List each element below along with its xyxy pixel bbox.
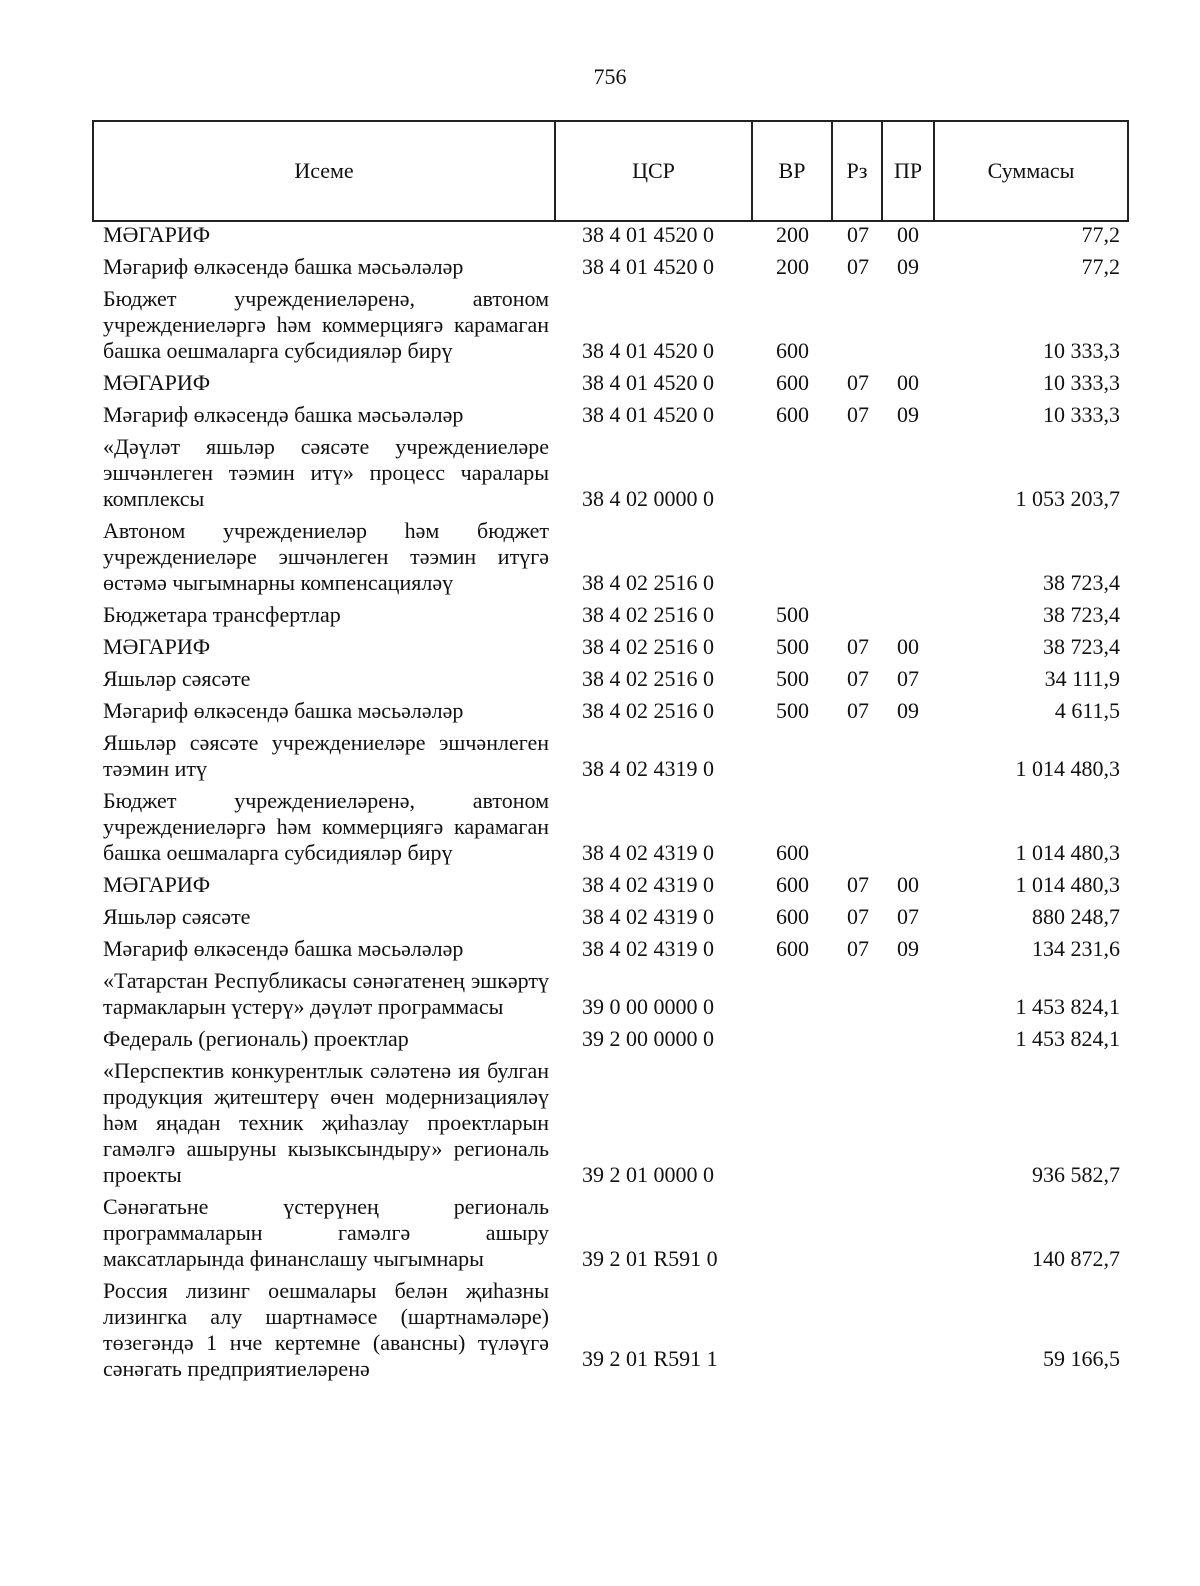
row-sum: 1 014 480,3 [1015,840,1120,865]
row-csr: 38 4 02 2516 0 [582,634,714,659]
row-name: «Дәүләт яшьләр сәясәте учреждениеләре эшчәнлеген тәэмин итү» процесс чаралары комплексы [103,434,549,511]
row-sum: 1 014 480,3 [1015,872,1120,897]
row-rz: 07 [847,666,869,691]
row-name: Яшьләр сәясәте [103,666,251,691]
table-row [0,934,1200,966]
row-sum: 140 872,7 [1032,1246,1120,1271]
row-sum: 77,2 [1081,222,1120,247]
row-name: Бюджетара трансфертлар [103,602,341,627]
table-body [0,220,1200,1386]
row-csr: 38 4 02 0000 0 [582,486,714,511]
column-header-pr: ПР [882,121,934,221]
row-name: Мәгариф өлкәсендә башка мәсьәләләр [103,402,464,427]
row-csr: 39 0 00 0000 0 [582,994,714,1019]
row-csr: 38 4 02 4319 0 [582,840,714,865]
row-pr: 09 [897,936,919,961]
row-sum: 1 453 824,1 [1015,994,1120,1019]
row-sum: 38 723,4 [1043,602,1120,627]
column-header-name: Исеме [93,121,555,221]
row-csr: 39 2 01 0000 0 [582,1162,714,1187]
row-pr: 00 [897,370,919,395]
row-name: Мәгариф өлкәсендә башка мәсьәләләр [103,254,464,279]
row-sum: 59 166,5 [1043,1346,1120,1371]
table-row [0,902,1200,934]
row-name: Федераль (региональ) проектлар [103,1026,409,1051]
row-csr: 38 4 01 4520 0 [582,222,714,247]
row-pr: 00 [897,634,919,659]
row-rz: 07 [847,222,869,247]
row-sum: 10 333,3 [1043,402,1120,427]
row-vr: 500 [776,666,809,691]
row-sum: 1 014 480,3 [1015,756,1120,781]
row-sum: 1 453 824,1 [1015,1026,1120,1051]
row-sum: 38 723,4 [1043,570,1120,595]
row-csr: 38 4 01 4520 0 [582,370,714,395]
row-name: Автоном учреждениеләр һәм бюджет учреждениеләре эшчәнлеген тәэмин итүгә өстәмә чыгымнарны компенсацияләү [103,518,549,595]
row-pr: 00 [897,872,919,897]
row-csr: 38 4 01 4520 0 [582,338,714,363]
table-row [0,252,1200,284]
row-pr: 09 [897,698,919,723]
row-csr: 38 4 02 4319 0 [582,904,714,929]
table-row [0,432,1200,516]
row-name: Россия лизинг оешмалары белән җиһазны лизингка алу шартнамәсе (шартнамәләре) төзегәндә 1 нче кертемне (авансны) түләүгә сәнәгать предприятиеләренә [103,1278,549,1381]
row-csr: 38 4 02 4319 0 [582,872,714,897]
row-pr: 07 [897,666,919,691]
row-name: Мәгариф өлкәсендә башка мәсьәләләр [103,936,464,961]
column-header-vr: ВР [752,121,832,221]
row-csr: 39 2 01 R591 1 [582,1346,718,1371]
row-sum: 880 248,7 [1032,904,1120,929]
row-name: Яшьләр сәясәте [103,904,251,929]
row-sum: 10 333,3 [1043,370,1120,395]
row-rz: 07 [847,254,869,279]
table-row [0,1192,1200,1276]
row-pr: 09 [897,254,919,279]
row-name: Яшьләр сәясәте учреждениеләре эшчәнлеген тәэмин итү [103,730,549,781]
row-name: МӘГАРИФ [103,370,211,395]
row-csr: 38 4 02 2516 0 [582,602,714,627]
row-sum: 10 333,3 [1043,338,1120,363]
row-vr: 600 [776,338,809,363]
row-name: МӘГАРИФ [103,872,211,897]
row-name: Сәнәгатьне үстерүнең региональ программаларын гамәлгә ашыру максатларында финанслашу чыгымнары [103,1194,549,1271]
row-rz: 07 [847,904,869,929]
table-row [0,284,1200,368]
row-vr: 600 [776,402,809,427]
row-vr: 600 [776,840,809,865]
row-sum: 4 611,5 [1054,698,1120,723]
table-row [0,400,1200,432]
column-header-csr: ЦСР [555,121,752,221]
table-header [92,120,1129,222]
row-csr: 38 4 02 2516 0 [582,698,714,723]
row-vr: 500 [776,634,809,659]
table-row [0,728,1200,786]
table-row [0,1024,1200,1056]
row-csr: 39 2 00 0000 0 [582,1026,714,1051]
row-rz: 07 [847,872,869,897]
row-name: МӘГАРИФ [103,222,211,247]
row-vr: 600 [776,872,809,897]
row-sum: 134 231,6 [1032,936,1120,961]
table-row [0,696,1200,728]
table-row [0,966,1200,1024]
row-vr: 200 [776,254,809,279]
row-csr: 38 4 02 2516 0 [582,570,714,595]
table-row [0,664,1200,696]
column-header-sum: Суммасы [934,121,1128,221]
table-row [0,870,1200,902]
row-vr: 600 [776,904,809,929]
row-name: «Татарстан Республикасы сәнәгатенең эшкәртү тармакларын үстерү» дәүләт программасы [103,968,549,1019]
page-number: 756 [593,64,627,89]
row-name: МӘГАРИФ [103,634,211,659]
row-rz: 07 [847,370,869,395]
row-name: «Перспектив конкурентлык сәләтенә ия булган продукция җитештерү өчен модернизацияләү һәм яңадан техник җиһазлау проектларын гамәлгә ашыруны кызыксындыру» региональ проекты [103,1058,549,1187]
table-row [0,220,1200,252]
row-csr: 38 4 01 4520 0 [582,254,714,279]
row-name: Бюджет учреждениеләренә, автоном учреждениеләргә һәм коммерциягә карамаган башка оешмаларга субсидияләр бирү [103,286,549,363]
row-name: Бюджет учреждениеләренә, автоном учреждениеләргә һәм коммерциягә карамаган башка оешмаларга субсидияләр бирү [103,788,549,865]
table-row [0,1276,1200,1386]
row-pr: 09 [897,402,919,427]
row-pr: 07 [897,904,919,929]
row-vr: 500 [776,602,809,627]
row-rz: 07 [847,402,869,427]
row-csr: 39 2 01 R591 0 [582,1246,718,1271]
row-rz: 07 [847,634,869,659]
row-csr: 38 4 02 4319 0 [582,756,714,781]
row-csr: 38 4 02 2516 0 [582,666,714,691]
row-pr: 00 [897,222,919,247]
row-sum: 77,2 [1081,254,1120,279]
table-row [0,516,1200,600]
row-sum: 936 582,7 [1032,1162,1120,1187]
column-header-rz: Рз [832,121,882,221]
row-vr: 500 [776,698,809,723]
row-sum: 34 111,9 [1044,666,1120,691]
row-csr: 38 4 01 4520 0 [582,402,714,427]
table-row [0,368,1200,400]
row-rz: 07 [847,698,869,723]
table-row [0,1056,1200,1192]
row-vr: 600 [776,936,809,961]
row-rz: 07 [847,936,869,961]
row-vr: 200 [776,222,809,247]
table-row [0,786,1200,870]
table-row [0,632,1200,664]
row-sum: 1 053 203,7 [1015,486,1120,511]
row-vr: 600 [776,370,809,395]
table-row [0,600,1200,632]
row-name: Мәгариф өлкәсендә башка мәсьәләләр [103,698,464,723]
row-csr: 38 4 02 4319 0 [582,936,714,961]
row-sum: 38 723,4 [1043,634,1120,659]
